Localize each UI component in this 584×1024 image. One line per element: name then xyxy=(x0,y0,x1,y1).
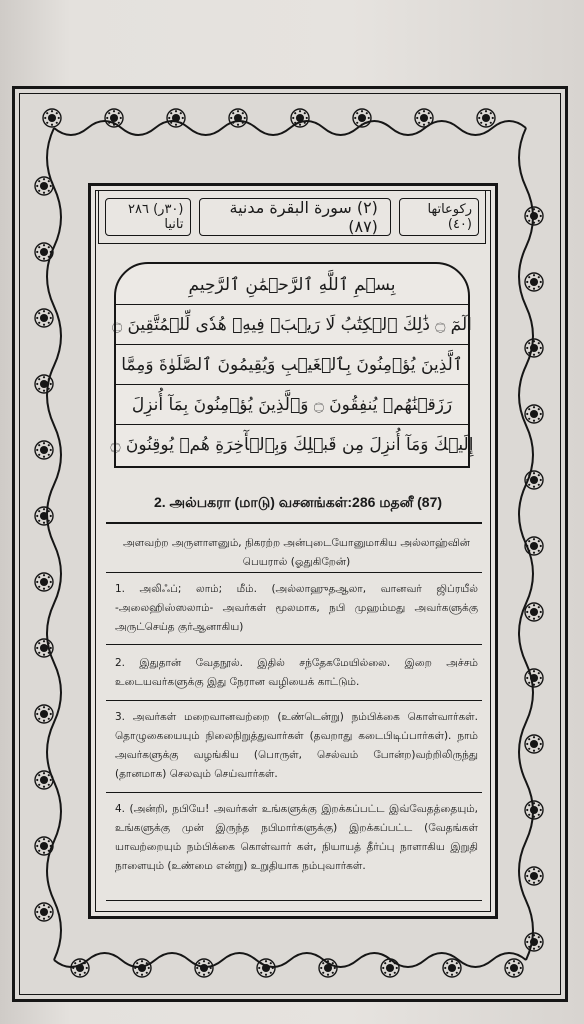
rosette-ornament xyxy=(35,639,53,657)
arabic-line-3: رَزَقۡنَٰهُمۡ يُنفِقُونَ ۝ وَٱلَّذِينَ يُؤۡمِنُونَ بِمَآ أُنزِلَ xyxy=(116,384,468,424)
rosette-ornament xyxy=(35,573,53,591)
rosette-ornament xyxy=(381,959,399,977)
arabic-line-1: الٓمٓ ۝ ذَٰلِكَ ٱلۡكِتَٰبُ لَا رَيۡبَۛ فِيهِۛ هُدٗى لِّلۡمُتَّقِينَ ۝ xyxy=(116,304,468,344)
verse-separator xyxy=(106,900,482,901)
bismillah-translation: அளவற்ற அருளாளனும், நிகரற்ற அன்புடையோனுமாகிய அல்லாஹ்வின் பெயரால் (ஓதுகிறேன்) xyxy=(123,537,470,568)
rosette-ornament xyxy=(525,537,543,555)
rosette-ornament xyxy=(525,405,543,423)
rosette-ornament xyxy=(319,959,337,977)
rosette-ornament xyxy=(35,507,53,525)
basmala: بِسۡمِ ٱللَّهِ ٱلرَّحۡمَٰنِ ٱلرَّحِيمِ xyxy=(188,275,396,295)
rosette-ornament xyxy=(525,273,543,291)
rosette-ornament xyxy=(525,339,543,357)
title-divider xyxy=(106,522,482,524)
arabic-line-4: إِلَيۡكَ وَمَآ أُنزِلَ مِن قَبۡلِكَ وَبِٱلۡأٓخِرَةِ هُمۡ يُوقِنُونَ ۝ xyxy=(116,424,468,464)
rosette-ornament xyxy=(133,959,151,977)
verse-2: 2. இதுதான் வேதநூல். இதில் சந்தேகமேயில்லை. இறை அச்சம் உடையவர்களுக்கு இது நேரான வழியைக் காட்டும். xyxy=(115,657,478,688)
rosette-ornament xyxy=(35,903,53,921)
rosette-ornament xyxy=(477,109,495,127)
surah-title: 2. அல்பகரா (மாடு) வசனங்கள்:286 மதனீ (87) xyxy=(153,494,443,510)
verse-3: 3. அவர்கள் மறைவானவற்றை (உண்டென்று) நம்பிக்கை கொள்வார்கள். தொழுகையையும் நிலைநிறுத்துவார்கள் (தவறாது கடைபிடிப்பார்கள்). நாம் அவர்களுக்கு வழங்கிய (பொருள், செல்வம் போன்ற)வற்றிலிருந்து (தானமாக) செலவும் செய்வார்கள். xyxy=(115,711,478,780)
rosette-ornament xyxy=(257,959,275,977)
vine-scroll xyxy=(519,128,533,960)
verse-count-label: (٣٠ر) ٢٨٦ تانيا xyxy=(105,198,191,236)
rosette-ornament xyxy=(35,837,53,855)
rosette-ornament xyxy=(353,109,371,127)
rosette-ornament xyxy=(35,705,53,723)
rosette-ornament xyxy=(525,207,543,225)
rosette-ornament xyxy=(43,109,61,127)
rosette-ornament xyxy=(525,471,543,489)
rosette-ornament xyxy=(35,243,53,261)
rosette-ornament xyxy=(195,959,213,977)
rosette-ornament xyxy=(229,109,247,127)
ruku-count-label: رکوعاتها (٤٠) xyxy=(399,198,479,236)
verse-separator xyxy=(106,792,482,793)
vine-scroll xyxy=(54,953,526,967)
rosette-ornament xyxy=(525,603,543,621)
verse-4: 4. (அன்றி, நபியே! அவர்கள் உங்களுக்கு இறக்கப்பட்ட இவ்வேதத்தையும், உங்களுக்கு முன் இருந்த நபிமார்களுக்கு) இறக்கப்பட்ட (வேதங்கள் யாவற்றையும் நம்பிக்கை கொள்வார் கள், நியாயத் தீர்ப்பு நாளாகிய இறுதி நாளையும் (உண்மை என்று) உறுதியாக நம்புவார்கள். xyxy=(115,803,478,872)
surah-name-label: (٢) سورة البقرة مدنية (٨٧) xyxy=(199,198,391,236)
rosette-ornament xyxy=(35,441,53,459)
rosette-ornament xyxy=(35,771,53,789)
rosette-ornament xyxy=(71,959,89,977)
vine-scroll xyxy=(47,128,61,960)
rosette-ornament xyxy=(167,109,185,127)
rosette-ornament xyxy=(415,109,433,127)
rosette-ornament xyxy=(525,867,543,885)
surah-header-band xyxy=(98,190,486,244)
rosette-ornament xyxy=(525,933,543,951)
rosette-ornament xyxy=(525,801,543,819)
rosette-ornament xyxy=(291,109,309,127)
arabic-line-2: ٱلَّذِينَ يُؤۡمِنُونَ بِٱلۡغَيۡبِ وَيُقِيمُونَ ٱلصَّلَوٰةَ وَمِمَّا xyxy=(116,344,468,384)
rosette-ornament xyxy=(35,309,53,327)
rosette-ornament xyxy=(525,735,543,753)
vine-scroll xyxy=(54,121,526,135)
rosette-ornament xyxy=(525,669,543,687)
verse-separator xyxy=(106,572,482,573)
verse-1: 1. அலிஃப்; லாம்; மீம். (அல்லாஹுதஆலா, வானவர் ஜிப்ரயீல் -அலைஹிஸ்ஸலாம்- அவர்கள் மூலமாக, நபி முஹம்மது அவர்களுக்கு அருட்செய்த குர்ஆனாகிய) xyxy=(115,583,478,633)
rosette-ornament xyxy=(505,959,523,977)
rosette-ornament xyxy=(35,177,53,195)
rosette-ornament xyxy=(443,959,461,977)
rosette-ornament xyxy=(105,109,123,127)
verse-separator xyxy=(106,644,482,645)
verse-separator xyxy=(106,700,482,701)
rosette-ornament xyxy=(35,375,53,393)
arabic-text-panel xyxy=(110,262,474,468)
